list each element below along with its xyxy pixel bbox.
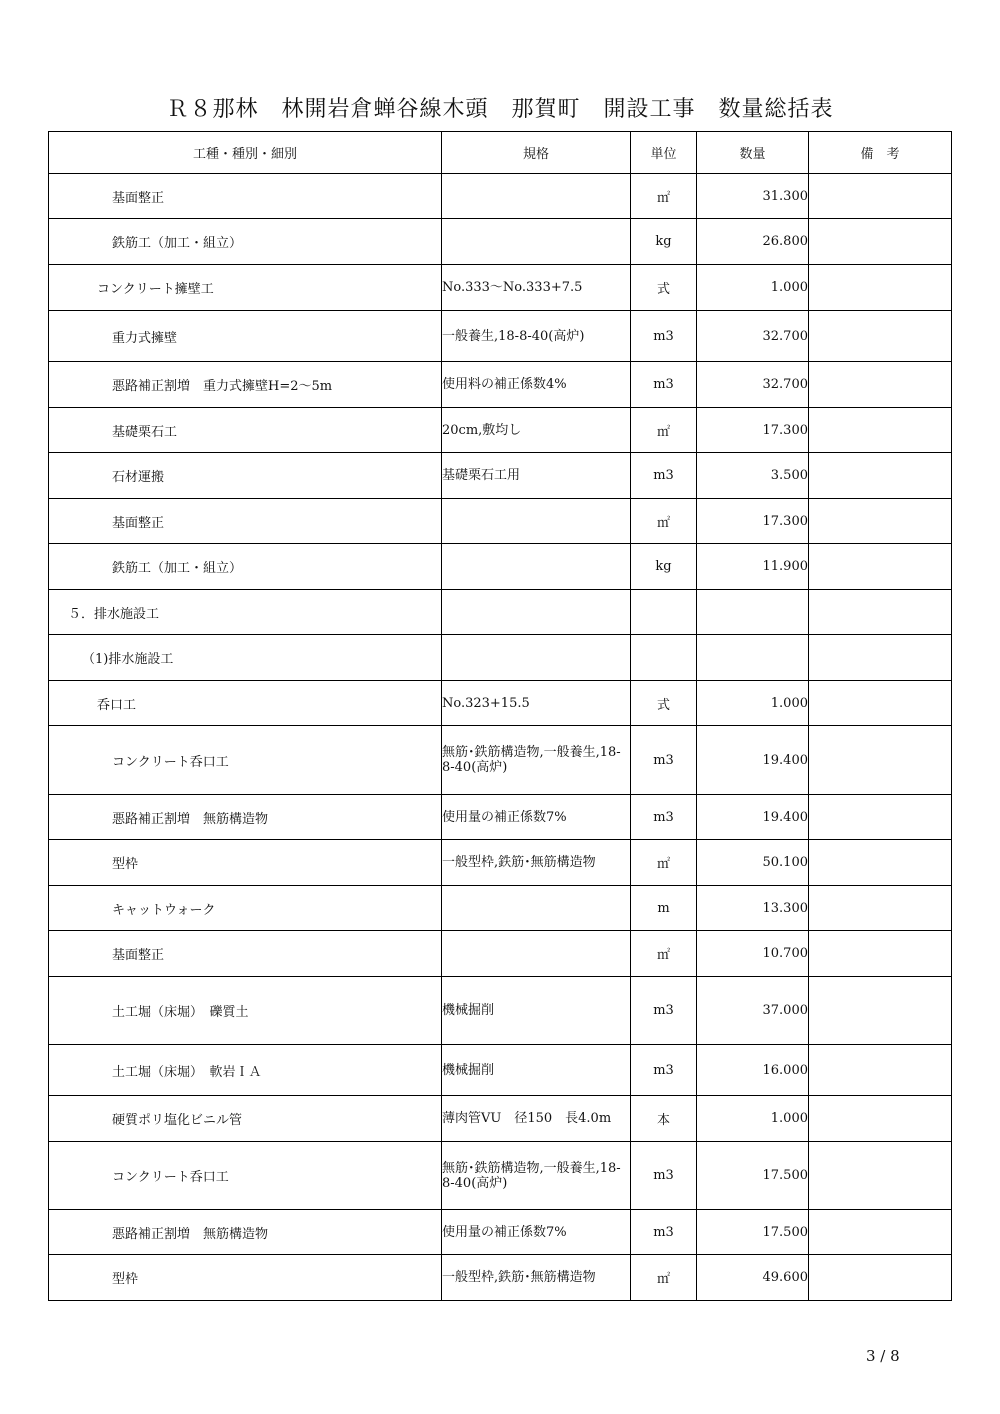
row-spec: 無筋･鉄筋構造物,一般養生,18-8-40(高炉) — [442, 745, 621, 775]
row-unit: m3 — [653, 1003, 674, 1018]
row-name: 基面整正 — [112, 948, 165, 963]
header-qty: 数量 — [697, 132, 809, 174]
row-name: コンクリート擁壁工 — [97, 282, 214, 297]
row-name: 鉄筋工（加工・組立） — [112, 236, 243, 251]
row-unit: ㎡ — [656, 857, 670, 872]
row-unit: ㎡ — [656, 515, 670, 531]
row-qty: 17.500 — [762, 1224, 808, 1240]
row-qty: 3.500 — [770, 468, 808, 483]
row-name: ５．排水施設工 — [68, 606, 160, 622]
table-row — [49, 174, 952, 219]
table-row — [49, 840, 952, 886]
row-qty: 1.000 — [770, 280, 808, 295]
row-qty: 19.400 — [762, 752, 808, 768]
page-title: Ｒ８那林 林開岩倉蝉谷線木頭 那賀町 開設工事 数量総括表 — [166, 97, 834, 122]
row-unit: m3 — [653, 752, 674, 768]
row-unit: ㎡ — [656, 1272, 670, 1287]
row-unit: 式 — [656, 282, 670, 297]
row-name: キャットウォーク — [112, 902, 216, 918]
row-qty: 26.800 — [762, 234, 808, 249]
table-row — [49, 265, 952, 311]
row-unit: ㎡ — [656, 190, 670, 206]
row-name: 基面整正 — [112, 515, 165, 531]
table-row — [49, 453, 952, 499]
table-row — [49, 362, 952, 408]
row-qty: 32.700 — [762, 328, 808, 344]
row-name: 悪路補正割増 無筋構造物 — [112, 1226, 269, 1242]
row-name: 型枠 — [112, 857, 139, 872]
table-row — [49, 726, 952, 795]
table-row — [49, 544, 952, 590]
row-unit: 式 — [656, 697, 670, 713]
row-unit: m3 — [653, 468, 674, 483]
row-spec: 一般養生,18-8-40(高炉) — [442, 328, 585, 344]
table-body — [49, 174, 952, 1301]
header-name: 工種・種別・細別 — [49, 132, 442, 174]
row-qty: 17.500 — [762, 1168, 808, 1183]
row-name: 呑口工 — [97, 697, 137, 713]
row-name: 鉄筋工（加工・組立） — [112, 561, 243, 576]
row-spec: 一般型枠,鉄筋･無筋構造物 — [442, 855, 596, 870]
table-row — [49, 977, 952, 1045]
row-qty: 50.100 — [762, 855, 808, 870]
row-name: 基面整正 — [112, 190, 165, 206]
row-qty: 11.900 — [762, 559, 808, 574]
row-spec: 基礎栗石工用 — [442, 468, 521, 483]
row-spec: 薄肉管VU 径150 長4.0m — [442, 1111, 612, 1126]
header-remark: 備 考 — [809, 132, 952, 174]
row-unit: m3 — [653, 1168, 674, 1183]
row-spec: 一般型枠,鉄筋･無筋構造物 — [442, 1270, 596, 1285]
row-name: 型枠 — [112, 1272, 139, 1287]
table-row — [49, 1210, 952, 1255]
row-name: コンクリート呑口工 — [112, 754, 229, 770]
row-qty: 37.000 — [762, 1003, 808, 1018]
table-row — [49, 635, 952, 681]
row-unit: 本 — [656, 1113, 670, 1128]
row-qty: 49.600 — [762, 1270, 808, 1285]
row-name: コンクリート呑口工 — [112, 1170, 229, 1185]
header-spec: 規格 — [442, 132, 631, 174]
header-unit: 単位 — [631, 132, 697, 174]
row-unit: m3 — [653, 328, 674, 344]
row-spec: 使用量の補正係数7% — [442, 1224, 567, 1240]
table-row — [49, 1255, 952, 1301]
row-qty: 1.000 — [770, 695, 808, 711]
row-unit: ㎡ — [656, 948, 670, 963]
row-name: 重力式擁壁 — [112, 330, 178, 346]
table-row — [49, 219, 952, 265]
row-unit: m3 — [653, 377, 674, 392]
row-unit: kg — [655, 559, 672, 574]
row-qty: 17.300 — [762, 513, 808, 529]
row-name: 悪路補正割増 重力式擁壁H=2～5m — [112, 379, 333, 394]
row-name: 石材運搬 — [112, 470, 165, 485]
row-name: 土工堀（床堀） 軟岩ＩＡ — [112, 1064, 262, 1080]
row-spec: 使用料の補正係数4% — [442, 377, 567, 392]
row-qty: 32.700 — [762, 377, 808, 392]
row-name: 基礎栗石工 — [112, 424, 178, 440]
row-unit: m3 — [653, 809, 674, 825]
row-qty: 16.000 — [762, 1062, 808, 1078]
table-row — [49, 590, 952, 635]
table-row — [49, 886, 952, 931]
table-row — [49, 795, 952, 840]
row-spec: 無筋･鉄筋構造物,一般養生,18-8-40(高炉) — [442, 1160, 621, 1191]
row-name: 硬質ポリ塩化ビニル管 — [112, 1113, 243, 1128]
row-unit: m3 — [653, 1224, 674, 1240]
row-qty: 19.400 — [762, 809, 808, 825]
row-unit: m — [657, 900, 670, 916]
page-number: 3 / 8 — [866, 1347, 900, 1365]
row-spec: 使用量の補正係数7% — [442, 809, 567, 825]
row-spec: No.333～No.333+7.5 — [442, 280, 583, 295]
row-name: 土工堀（床堀） 礫質土 — [112, 1005, 249, 1020]
table-row — [49, 1096, 952, 1142]
row-unit: ㎡ — [656, 424, 670, 440]
row-qty: 13.300 — [762, 900, 808, 916]
table-header-row — [49, 132, 952, 174]
row-qty: 10.700 — [762, 946, 808, 961]
table-row — [49, 1142, 952, 1210]
row-spec: 機械掘削 — [442, 1062, 495, 1078]
row-unit: kg — [655, 234, 672, 249]
table-row — [49, 499, 952, 544]
row-spec: 機械掘削 — [442, 1003, 495, 1018]
row-qty: 31.300 — [762, 188, 808, 204]
row-unit: m3 — [653, 1062, 674, 1078]
quantity-summary-table — [48, 131, 952, 1301]
table-row — [49, 681, 952, 726]
row-spec: 20cm,敷均し — [442, 422, 522, 438]
row-spec: No.323+15.5 — [442, 695, 530, 711]
table-row — [49, 311, 952, 362]
row-name: （1)排水施設工 — [82, 652, 174, 667]
table-row — [49, 408, 952, 453]
row-qty: 1.000 — [770, 1111, 808, 1126]
table-row — [49, 931, 952, 977]
table-row — [49, 1045, 952, 1096]
row-qty: 17.300 — [762, 422, 808, 438]
row-name: 悪路補正割増 無筋構造物 — [112, 811, 269, 827]
